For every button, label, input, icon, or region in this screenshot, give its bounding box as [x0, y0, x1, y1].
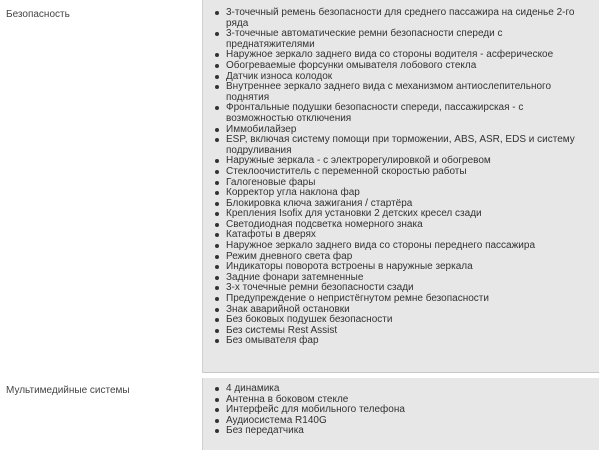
bullet-icon	[215, 398, 219, 402]
list-item-text: Без боковых подушек безопасности	[226, 314, 393, 326]
list-item-text: Режим дневного света фар	[226, 250, 353, 262]
safety-values-cell	[203, 0, 599, 373]
list-item-text: Внутреннее зеркало заднего вида с механизмом антиослепительного поднятия	[226, 81, 552, 103]
list-item-text: Катафоты в дверях	[226, 229, 316, 241]
list-item-text: Антенна в боковом стекле	[226, 393, 349, 405]
list-item	[213, 82, 593, 103]
bullet-icon	[215, 318, 219, 322]
bullet-icon	[215, 329, 219, 333]
bullet-icon	[215, 339, 219, 343]
bullet-icon	[215, 255, 219, 259]
list-item-text: Индикаторы поворота встроены в наружные зеркала	[226, 261, 473, 273]
list-item-text: Корректор угла наклона фар	[226, 187, 360, 199]
bullet-icon	[215, 276, 219, 280]
bullet-icon	[215, 32, 219, 36]
bullet-icon	[215, 297, 219, 301]
bullet-icon	[215, 308, 219, 312]
bullet-icon	[215, 138, 219, 142]
bullet-icon	[215, 429, 219, 433]
bullet-icon	[215, 181, 219, 185]
bullet-icon	[215, 286, 219, 290]
list-item-text: Без передатчика	[226, 425, 304, 437]
list-item-text: Наружное зеркало заднего вида со стороны водителя - асферическое	[226, 49, 554, 61]
list-item	[213, 426, 593, 437]
list-item-text: Блокировка ключа зажигания / стартёра	[226, 197, 413, 209]
list-item	[213, 29, 593, 50]
list-item-text: Без омывателя фар	[226, 335, 319, 347]
bullet-icon	[215, 75, 219, 79]
list-item-text: 4 динамика	[226, 383, 280, 394]
list-item-text: ESP, включая систему помощи при торможении, ABS, ASR, EDS и систему подруливания	[226, 134, 575, 156]
list-item-text: Светодиодная подсветка номерного знака	[226, 218, 423, 230]
bullet-icon	[215, 170, 219, 174]
list-item-text: Стеклоочиститель с переменной скоростью работы	[226, 165, 467, 177]
list-item-text: Галогеновые фары	[226, 176, 316, 188]
multimedia-feature-list	[213, 384, 593, 437]
bullet-icon	[215, 202, 219, 206]
safety-section-label: Безопасность	[6, 9, 70, 20]
bullet-icon	[215, 419, 219, 423]
list-item	[213, 336, 593, 347]
list-item-text: Датчик износа колодок	[226, 70, 333, 82]
list-item-text: Задние фонари затемненные	[226, 271, 364, 283]
list-item-text: Крепления Isofix для установки 2 детских кресел сзади	[226, 208, 482, 220]
list-item-text: Фронтальные подушки безопасности спереди, пассажирская - с возможностью отключения	[226, 102, 524, 124]
bullet-icon	[215, 191, 219, 195]
safety-feature-list	[213, 8, 593, 347]
list-item	[213, 103, 593, 124]
list-item-text: 3-х точечные ремни безопасности сзади	[226, 282, 414, 294]
list-item-text: Интерфейс для мобильного телефона	[226, 404, 405, 416]
bullet-icon	[215, 265, 219, 269]
list-item-text: Наружное зеркало заднего вида со стороны переднего пассажира	[226, 240, 535, 252]
bullet-icon	[215, 11, 219, 15]
list-item	[213, 8, 593, 29]
list-item-text: Аудиосистема R140G	[226, 414, 327, 426]
bullet-icon	[215, 53, 219, 57]
list-item-text: Знак аварийной остановки	[226, 303, 350, 315]
list-item-text: Без системы Rest Assist	[226, 324, 338, 336]
bullet-icon	[215, 106, 219, 110]
bullet-icon	[215, 64, 219, 68]
bullet-icon	[215, 244, 219, 248]
list-item	[213, 135, 593, 156]
list-item-text: 3-точечные автоматические ремни безопасности спереди с преднатяжителями	[226, 28, 503, 50]
list-item-text: 3-точечный ремень безопасности для среднего пассажира на сиденье 2-го ряда	[226, 7, 575, 29]
list-item-text: Обогреваемые форсунки омывателя лобового стекла	[226, 59, 477, 71]
bullet-icon	[215, 233, 219, 237]
bullet-icon	[215, 85, 219, 89]
list-item-text: Иммобилайзер	[226, 123, 297, 135]
multimedia-values-cell	[203, 378, 599, 450]
bullet-icon	[215, 128, 219, 132]
list-item-text: Наружные зеркала - с электрорегулировкой и обогревом	[226, 155, 491, 167]
bullet-icon	[215, 387, 219, 391]
bullet-icon	[215, 223, 219, 227]
list-item-text: Предупреждение о непристёгнутом ремне безопасности	[226, 293, 489, 305]
bullet-icon	[215, 159, 219, 163]
bullet-icon	[215, 212, 219, 216]
multimedia-section-label: Мультимедийные системы	[6, 385, 130, 396]
bullet-icon	[215, 408, 219, 412]
